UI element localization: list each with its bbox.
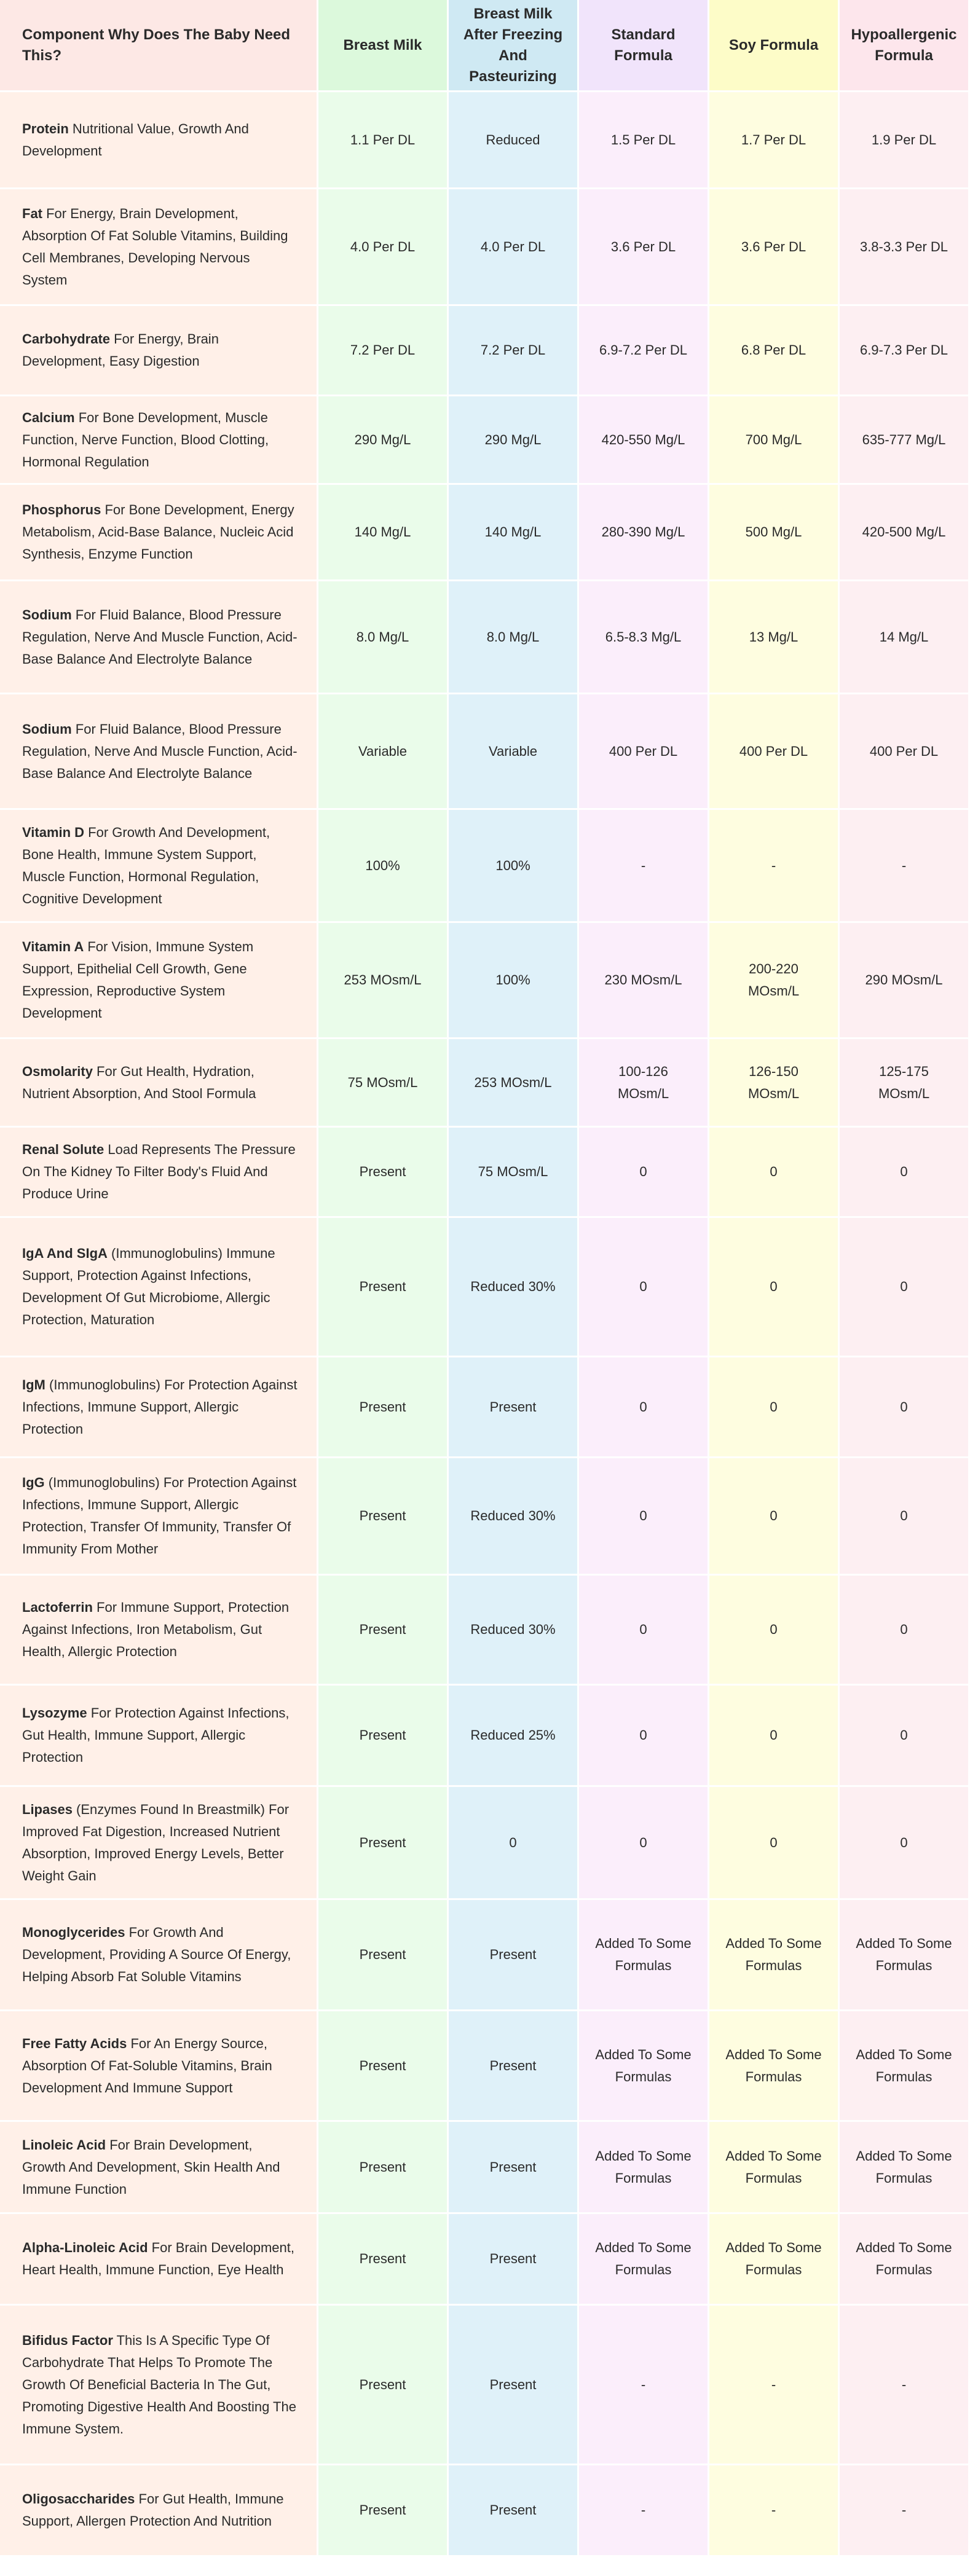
hypoallergenic-formula-value: - [840,2306,970,2465]
soy-formula-value: 1.7 Per DL [709,92,840,189]
component-description: (Immunoglobulins) For Protection Against Infections, Immune Support, Allergic Protection, Transfer Of Immunity, Transfer Of Immunity From Mother [22,1475,297,1557]
component-name: Protein [22,120,69,136]
breast-milk-value: Present [318,1357,449,1458]
breast-milk-value: 100% [318,810,449,923]
breast-milk-value: Present [318,2214,449,2306]
breast-milk-value: 290 Mg/L [318,396,449,485]
component-name: Alpha-Linoleic Acid [22,2240,148,2255]
component-cell [0,1686,318,1787]
component-name: Lysozyme [22,1705,87,1721]
table-row [0,396,970,485]
component-description: Nutritional Value, Growth And Development [22,120,249,159]
soy-formula-value: 0 [709,1576,840,1686]
breast-milk-value: 1.1 Per DL [318,92,449,189]
breast-milk-value: 253 MOsm/L [318,923,449,1039]
soy-formula-value: 500 Mg/L [709,485,840,581]
table-row [0,2465,970,2557]
standard-formula-value: 0 [579,1357,709,1458]
standard-formula-value: Added To Some Formulas [579,2214,709,2306]
breast-milk-frozen-value: Present [449,2465,579,2557]
component-name: Vitamin D [22,824,85,840]
soy-formula-value: Added To Some Formulas [709,1900,840,2011]
header-standard-formula: Standard Formula [579,0,709,92]
breast-milk-value: 140 Mg/L [318,485,449,581]
component-description: For Brain Development, Growth And Development, Skin Health And Immune Function [22,2137,280,2197]
component-description: For Fluid Balance, Blood Pressure Regulation, Nerve And Muscle Function, Acid-Base Balance And Electrolyte Balance [22,607,298,667]
hypoallergenic-formula-value: Added To Some Formulas [840,2122,970,2214]
component-cell [0,1218,318,1357]
hypoallergenic-formula-value: 125-175 MOsm/L [840,1039,970,1128]
breast-milk-frozen-value: Present [449,2214,579,2306]
standard-formula-value: 420-550 Mg/L [579,396,709,485]
hypoallergenic-formula-value: 0 [840,1128,970,1218]
breast-milk-value: Present [318,2306,449,2465]
breast-milk-value: 4.0 Per DL [318,189,449,306]
standard-formula-value: 0 [579,1128,709,1218]
component-name: Carbohydrate [22,331,111,347]
component-description: For Growth And Development, Bone Health, Immune System Support, Muscle Function, Hormonal Regulation, Cognitive Development [22,824,270,906]
standard-formula-value: 3.6 Per DL [579,189,709,306]
header-row [0,0,970,92]
hypoallergenic-formula-value: 400 Per DL [840,694,970,810]
breast-milk-frozen-value: Variable [449,694,579,810]
component-description: For Energy, Brain Development, Absorption Of Fat Soluble Vitamins, Building Cell Membranes, Developing Nervous System [22,205,288,288]
component-name: IgA And SIgA [22,1246,108,1261]
component-name: Renal Solute [22,1142,104,1157]
header-hypoallergenic-formula: Hypoallergenic Formula [840,0,970,92]
hypoallergenic-formula-value: 6.9-7.3 Per DL [840,306,970,396]
breast-milk-value: Present [318,1900,449,2011]
breast-milk-frozen-value: 140 Mg/L [449,485,579,581]
hypoallergenic-formula-value: 0 [840,1357,970,1458]
hypoallergenic-formula-value: 1.9 Per DL [840,92,970,189]
component-description: For Energy, Brain Development, Easy Digestion [22,331,219,369]
hypoallergenic-formula-value: 0 [840,1458,970,1576]
component-cell [0,581,318,694]
breast-milk-value: 7.2 Per DL [318,306,449,396]
table-body [0,92,970,2557]
breast-milk-frozen-value: 0 [449,1787,579,1900]
soy-formula-value: 126-150 MOsm/L [709,1039,840,1128]
breast-milk-frozen-value: Reduced 30% [449,1576,579,1686]
component-name: IgM [22,1376,45,1392]
hypoallergenic-formula-value: 420-500 Mg/L [840,485,970,581]
table-row [0,1458,970,1576]
component-cell [0,923,318,1039]
component-name: Sodium [22,607,72,622]
soy-formula-value: 0 [709,1357,840,1458]
table-row [0,1787,970,1900]
standard-formula-value: Added To Some Formulas [579,1900,709,2011]
breast-milk-frozen-value: 100% [449,923,579,1039]
soy-formula-value: Added To Some Formulas [709,2122,840,2214]
component-name: Linoleic Acid [22,2137,106,2153]
component-description: Load Represents The Pressure On The Kidney To Filter Body's Fluid And Produce Urine [22,1142,296,1201]
standard-formula-value: 6.5-8.3 Mg/L [579,581,709,694]
breast-milk-frozen-value: 290 Mg/L [449,396,579,485]
component-name: Lactoferrin [22,1600,93,1615]
component-name: Oligosaccharides [22,2491,135,2507]
component-name: Lipases [22,1801,73,1817]
standard-formula-value: 230 MOsm/L [579,923,709,1039]
standard-formula-value: 0 [579,1458,709,1576]
standard-formula-value: 400 Per DL [579,694,709,810]
component-description: For Bone Development, Energy Metabolism, Acid-Base Balance, Nucleic Acid Synthesis, Enzyme Function [22,502,294,562]
hypoallergenic-formula-value: 0 [840,1218,970,1357]
component-cell [0,485,318,581]
breast-milk-frozen-value: 4.0 Per DL [449,189,579,306]
breast-milk-frozen-value: 7.2 Per DL [449,306,579,396]
component-description: For Brain Development, Heart Health, Immune Function, Eye Health [22,2240,294,2277]
soy-formula-value: - [709,2465,840,2557]
soy-formula-value: Added To Some Formulas [709,2214,840,2306]
breast-milk-frozen-value: Reduced [449,92,579,189]
breast-milk-frozen-value: Reduced 30% [449,1218,579,1357]
table-row [0,189,970,306]
component-cell [0,1900,318,2011]
component-cell [0,2465,318,2557]
component-name: Osmolarity [22,1063,93,1079]
soy-formula-value: 13 Mg/L [709,581,840,694]
table-row [0,1686,970,1787]
standard-formula-value: Added To Some Formulas [579,2011,709,2122]
soy-formula-value: - [709,810,840,923]
component-description: This Is A Specific Type Of Carbohydrate That Helps To Promote The Growth Of Beneficial Bacteria In The Gut, Promoting Digestive Health And Boosting The Immune System. [22,2332,296,2437]
hypoallergenic-formula-value: Added To Some Formulas [840,2011,970,2122]
component-name: Fat [22,205,42,221]
hypoallergenic-formula-value: 0 [840,1576,970,1686]
standard-formula-value: - [579,810,709,923]
soy-formula-value: 3.6 Per DL [709,189,840,306]
breast-milk-frozen-value: Reduced 30% [449,1458,579,1576]
hypoallergenic-formula-value: Added To Some Formulas [840,1900,970,2011]
component-cell [0,1576,318,1686]
standard-formula-value: - [579,2306,709,2465]
table-row [0,810,970,923]
component-cell [0,2306,318,2465]
breast-milk-value: Present [318,1576,449,1686]
breast-milk-value: Present [318,2465,449,2557]
table-row [0,2122,970,2214]
header-breast-milk-frozen: Breast Milk After Freezing And Pasteurizing [449,0,579,92]
table-row [0,581,970,694]
component-name: IgG [22,1475,45,1490]
standard-formula-value: Added To Some Formulas [579,2122,709,2214]
component-cell [0,1357,318,1458]
breast-milk-frozen-value: 8.0 Mg/L [449,581,579,694]
breast-milk-value: Present [318,1686,449,1787]
breast-milk-frozen-value: Reduced 25% [449,1686,579,1787]
component-cell [0,189,318,306]
soy-formula-value: 0 [709,1128,840,1218]
component-cell [0,396,318,485]
component-cell [0,2122,318,2214]
soy-formula-value: 0 [709,1218,840,1357]
component-cell [0,306,318,396]
hypoallergenic-formula-value: 0 [840,1787,970,1900]
component-description: For Gut Health, Immune Support, Allergen Protection And Nutrition [22,2491,284,2529]
component-cell [0,92,318,189]
breast-milk-value: Present [318,2122,449,2214]
soy-formula-value: 0 [709,1686,840,1787]
component-cell [0,1039,318,1128]
breast-milk-frozen-value: Present [449,1900,579,2011]
breast-milk-frozen-value: Present [449,2011,579,2122]
standard-formula-value: 0 [579,1576,709,1686]
hypoallergenic-formula-value: 0 [840,1686,970,1787]
component-description: (Immunoglobulins) Immune Support, Protection Against Infections, Development Of Gut Microbiome, Allergic Protection, Maturation [22,1246,275,1327]
component-name: Calcium [22,409,75,425]
table-row [0,923,970,1039]
table-row [0,2011,970,2122]
hypoallergenic-formula-value: 290 MOsm/L [840,923,970,1039]
hypoallergenic-formula-value: 14 Mg/L [840,581,970,694]
standard-formula-value: 100-126 MOsm/L [579,1039,709,1128]
table-row [0,1576,970,1686]
soy-formula-value: - [709,2306,840,2465]
soy-formula-value: 0 [709,1787,840,1900]
breast-milk-value: Present [318,1787,449,1900]
component-cell [0,1787,318,1900]
breast-milk-value: 8.0 Mg/L [318,581,449,694]
soy-formula-value: Added To Some Formulas [709,2011,840,2122]
breast-milk-frozen-value: Present [449,2122,579,2214]
header-breast-milk: Breast Milk [318,0,449,92]
hypoallergenic-formula-value: - [840,810,970,923]
table-row [0,1357,970,1458]
table-row [0,485,970,581]
breast-milk-frozen-value: 75 MOsm/L [449,1128,579,1218]
breast-milk-value: Variable [318,694,449,810]
component-description: For Gut Health, Hydration, Nutrient Absorption, And Stool Formula [22,1063,256,1101]
table-row [0,1039,970,1128]
component-cell [0,694,318,810]
table-row [0,1900,970,2011]
breast-milk-value: Present [318,1128,449,1218]
hypoallergenic-formula-value: 635-777 Mg/L [840,396,970,485]
table-row [0,92,970,189]
component-cell [0,2214,318,2306]
breast-milk-value: Present [318,1218,449,1357]
component-name: Free Fatty Acids [22,2035,127,2051]
standard-formula-value: 0 [579,1686,709,1787]
component-cell [0,810,318,923]
hypoallergenic-formula-value: Added To Some Formulas [840,2214,970,2306]
table-row [0,694,970,810]
standard-formula-value: 280-390 Mg/L [579,485,709,581]
component-description: For Fluid Balance, Blood Pressure Regulation, Nerve And Muscle Function, Acid-Base Balance And Electrolyte Balance [22,721,298,781]
component-cell [0,1458,318,1576]
breast-milk-frozen-value: 253 MOsm/L [449,1039,579,1128]
component-name: Phosphorus [22,502,101,517]
soy-formula-value: 400 Per DL [709,694,840,810]
soy-formula-value: 200-220 MOsm/L [709,923,840,1039]
breast-milk-frozen-value: Present [449,2306,579,2465]
soy-formula-value: 700 Mg/L [709,396,840,485]
component-description: (Immunoglobulins) For Protection Against Infections, Immune Support, Allergic Protection [22,1376,298,1437]
component-name: Vitamin A [22,939,84,954]
breast-milk-value: Present [318,1458,449,1576]
standard-formula-value: 0 [579,1787,709,1900]
table-row [0,1218,970,1357]
hypoallergenic-formula-value: - [840,2465,970,2557]
component-name: Sodium [22,721,72,737]
standard-formula-value: - [579,2465,709,2557]
header-soy-formula: Soy Formula [709,0,840,92]
breast-milk-frozen-value: 100% [449,810,579,923]
breast-milk-value: 75 MOsm/L [318,1039,449,1128]
component-name: Monoglycerides [22,1925,125,1940]
component-description: For Growth And Development, Providing A Source Of Energy, Helping Absorb Fat Soluble Vitamins [22,1925,291,1984]
standard-formula-value: 1.5 Per DL [579,92,709,189]
component-description: (Enzymes Found In Breastmilk) For Improved Fat Digestion, Increased Nutrient Absorption, Improved Energy Levels, Better Weight Gain [22,1801,290,1883]
component-cell [0,2011,318,2122]
table-row [0,2306,970,2465]
header-component: Component Why Does The Baby Need This? [0,0,318,92]
component-description: For Immune Support, Protection Against Infections, Iron Metabolism, Gut Health, Allergic Protection [22,1600,290,1659]
table-row [0,306,970,396]
component-description: For Vision, Immune System Support, Epithelial Cell Growth, Gene Expression, Reproductive System Development [22,939,254,1021]
hypoallergenic-formula-value: 3.8-3.3 Per DL [840,189,970,306]
component-description: For An Energy Source, Absorption Of Fat-Soluble Vitamins, Brain Development And Immune Support [22,2035,272,2095]
component-cell [0,1128,318,1218]
standard-formula-value: 0 [579,1218,709,1357]
component-description: For Bone Development, Muscle Function, Nerve Function, Blood Clotting, Hormonal Regulation [22,409,269,469]
standard-formula-value: 6.9-7.2 Per DL [579,306,709,396]
soy-formula-value: 6.8 Per DL [709,306,840,396]
table-row [0,2214,970,2306]
soy-formula-value: 0 [709,1458,840,1576]
breast-milk-frozen-value: Present [449,1357,579,1458]
breast-milk-value: Present [318,2011,449,2122]
component-name: Bifidus Factor [22,2332,113,2348]
table-row [0,1128,970,1218]
component-description: For Protection Against Infections, Gut Health, Immune Support, Allergic Protection [22,1705,290,1765]
